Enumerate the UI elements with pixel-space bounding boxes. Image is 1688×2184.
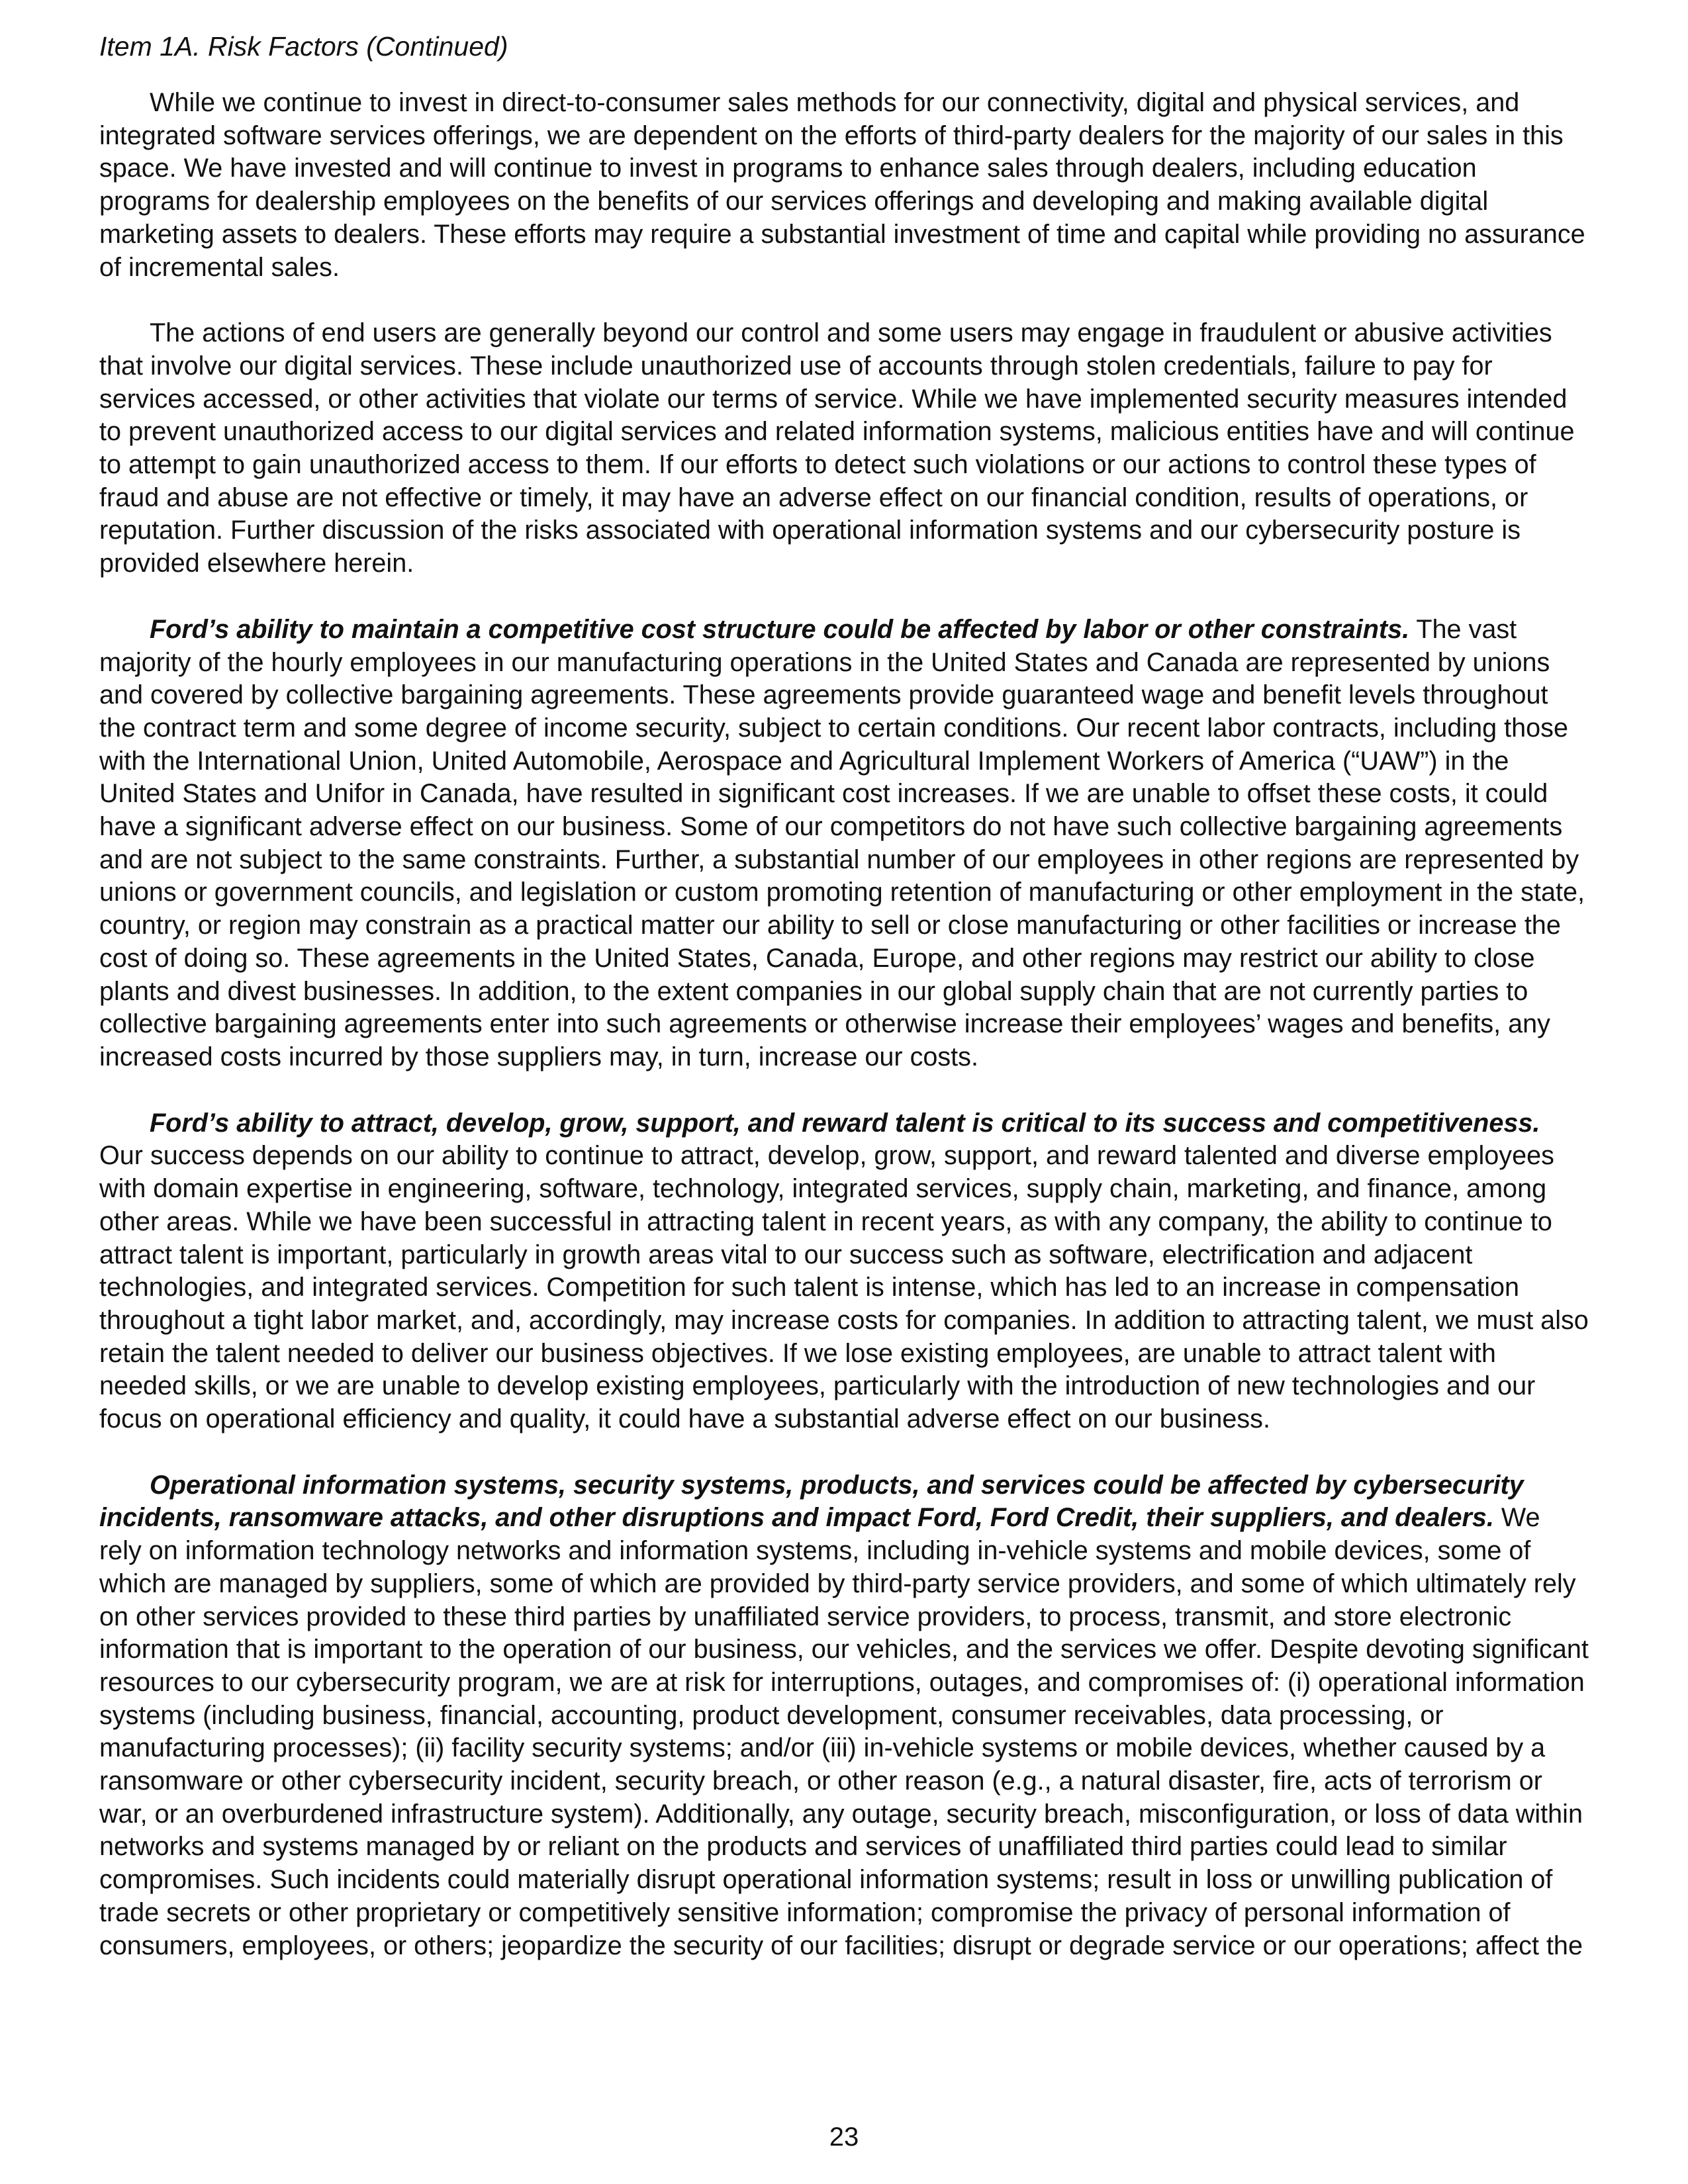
section-header: Item 1A. Risk Factors (Continued) bbox=[99, 31, 508, 62]
paragraph-text: We rely on information technology networks and information systems, including in-vehicle systems and mobile devices, some of which are managed by suppliers, some of which are provided by third-party service providers, and some of which ultimately rely on other services provided to these third parties by unaffiliated service providers, to process, transmit, and store electronic information that is important to the operation of our business, our vehicles, and the services we offer. Despite devoting significant resources to our cybersecurity program, we are at risk for interruptions, outages, and compromises of: (i) operational information systems (including business, financial, accounting, product development, consumer receivables, data processing, or manufacturing processes); (ii) facility security systems; and/or (iii) in-vehicle systems or mobile devices, whether caused by a ransomware or other cybersecurity incident, security breach, or other reason (e.g., a natural disaster, fire, acts of terrorism or war, or an overburdened infrastructure system). Additionally, any outage, security breach, misconfiguration, or loss of data within networks and systems managed by or reliant on the products and services of unaffiliated third parties could lead to similar compromises. Such incidents could materially disrupt operational information systems; result in loss or unwilling publication of trade secrets or other proprietary or competitively sensitive information; compromise the privacy of personal information of consumers, employees, or others; jeopardize the security of our facilities; disrupt or degrade service or our operations; affect the bbox=[99, 1503, 1589, 1960]
document-page bbox=[99, 30, 1589, 1995]
paragraph-text: Our success depends on our ability to continue to attract, develop, grow, support, and reward talented and diverse employees with domain expertise in engineering, software, technology, integrated services, supply chain, marketing, and finance, among other areas. While we have been successful in attracting talent in recent years, as with any company, the ability to continue to attract talent is important, particularly in growth areas vital to our success such as software, electrification and adjacent technologies, and integrated services. Competition for such talent is intense, which has led to an increase in compensation throughout a tight labor market, and, accordingly, may increase costs for companies. In addition to attracting talent, we must also retain the talent needed to deliver our business objectives. If we lose existing employees, are unable to attract talent with needed skills, or we are unable to develop existing employees, particularly with the introduction of new technologies and our focus on operational efficiency and quality, it could have a substantial adverse effect on our business. bbox=[99, 1141, 1589, 1434]
paragraph-lead: Operational information systems, security systems, products, and services could be affected by cybersecurity incidents, ransomware attacks, and other disruptions and impact Ford, Ford Credit, their suppliers, and dealers. bbox=[99, 1470, 1524, 1533]
paragraph-text: The actions of end users are generally beyond our control and some users may engage in fraudulent or abusive activities that involve our digital services. These include unauthorized use of accounts through stolen credentials, failure to pay for services accessed, or other activities that violate our terms of service. While we have implemented security measures intended to prevent unauthorized access to our digital services and related information systems, malicious entities have and will continue to attempt to gain unauthorized access to them. If our efforts to detect such violations or our actions to control these types of fraud and abuse are not effective or timely, it may have an adverse effect on our financial condition, results of operations, or reputation. Further discussion of the risks associated with operational information systems and our cybersecurity posture is provided elsewhere herein. bbox=[99, 318, 1575, 578]
paragraph-lead: Ford’s ability to maintain a competitive cost structure could be affected by labor or other constraints. bbox=[150, 614, 1410, 644]
paragraph-cybersecurity bbox=[99, 1469, 1589, 1963]
paragraph-end-users bbox=[99, 317, 1589, 580]
paragraph-lead: Ford’s ability to attract, develop, grow, support, and reward talent is critical to its success and competitiveness. bbox=[150, 1108, 1540, 1138]
paragraph-labor-costs bbox=[99, 614, 1589, 1074]
paragraph-text: The vast majority of the hourly employees in our manufacturing operations in the United States and Canada are represented by unions and covered by collective bargaining agreements. These agreements provide guaranteed wage and benefit levels throughout the contract term and some degree of income security, subject to certain conditions. Our recent labor contracts, including those with the International Union, United Automobile, Aerospace and Agricultural Implement Workers of America (“UAW”) in the United States and Unifor in Canada, have resulted in significant cost increases. If we are unable to offset these costs, it could have a significant adverse effect on our business. Some of our competitors do not have such collective bargaining agreements and are not subject to the same constraints. Further, a substantial number of our employees in other regions are represented by unions or government councils, and legislation or custom promoting retention of manufacturing or other employment in the state, country, or region may constrain as a practical matter our ability to sell or close manufacturing or other facilities or increase the cost of doing so. These agreements in the United States, Canada, Europe, and other regions may restrict our ability to close plants and divest businesses. In addition, to the extent companies in our global supply chain that are not currently parties to collective bargaining agreements enter into such agreements or otherwise increase their employees’ wages and benefits, any increased costs incurred by those suppliers may, in turn, increase our costs. bbox=[99, 614, 1585, 1071]
paragraph-text: While we continue to invest in direct-to-consumer sales methods for our connectivity, digital and physical services, and integrated software services offerings, we are dependent on the efforts of third-party dealers for the majority of our sales in this space. We have invested and will continue to invest in programs to enhance sales through dealers, including education programs for dealership employees on the benefits of our services offerings and developing and making available digital marketing assets to dealers. These efforts may require a substantial investment of time and capital while providing no assurance of incremental sales. bbox=[99, 88, 1585, 282]
paragraph-dealer-sales bbox=[99, 87, 1589, 284]
page-number: 23 bbox=[829, 2122, 859, 2152]
paragraph-talent bbox=[99, 1107, 1589, 1436]
